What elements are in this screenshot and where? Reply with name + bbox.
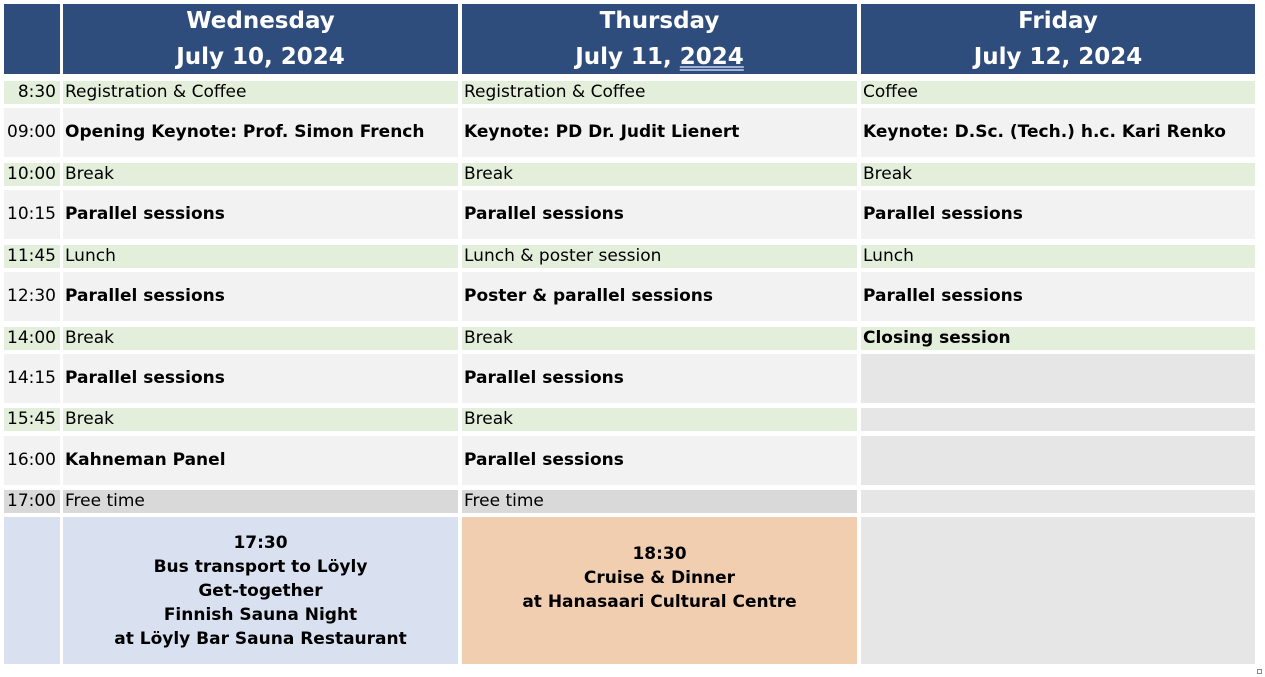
thu-cell: Lunch & poster session — [462, 245, 857, 268]
header-thursday-date — [575, 39, 744, 74]
header-thursday-date-year: 2024 — [679, 44, 744, 70]
header-friday-day: Friday — [1018, 8, 1098, 34]
fri-cell: Closing session — [861, 327, 1255, 350]
wed-cell: Kahneman Panel — [63, 436, 458, 485]
wed-evening-line: Bus transport to Löyly — [153, 556, 368, 577]
wed-evening-time: 17:30 — [233, 532, 288, 553]
header-corner-cell — [4, 4, 60, 74]
time-cell: 11:45 — [4, 245, 60, 268]
wed-evening-line: Finnish Sauna Night — [163, 604, 358, 625]
thu-cell: Parallel sessions — [462, 354, 857, 403]
wed-cell: Free time — [63, 490, 458, 513]
thu-cell: Break — [462, 327, 857, 350]
wed-cell: Parallel sessions — [63, 272, 458, 321]
time-cell: 10:00 — [4, 163, 60, 186]
fri-cell: Lunch — [861, 245, 1255, 268]
header-thursday-date-prefix: July 11, — [575, 44, 680, 70]
time-cell: 8:30 — [4, 81, 60, 104]
time-cell: 10:15 — [4, 190, 60, 239]
thu-cell: Free time — [462, 490, 857, 513]
thu-cell: Poster & parallel sessions — [462, 272, 857, 321]
thu-cell: Break — [462, 163, 857, 186]
time-cell: 16:00 — [4, 436, 60, 485]
fri-cell: Parallel sessions — [861, 272, 1255, 321]
fri-cell: Keynote: D.Sc. (Tech.) h.c. Kari Renko — [861, 108, 1255, 157]
header-thursday — [462, 4, 857, 74]
fri-empty-cell — [861, 490, 1255, 513]
wed-cell: Break — [63, 408, 458, 431]
wed-cell: Lunch — [63, 245, 458, 268]
fri-empty-cell — [861, 436, 1255, 485]
time-cell: 14:15 — [4, 354, 60, 403]
header-wednesday — [63, 4, 458, 74]
wed-cell: Registration & Coffee — [63, 81, 458, 104]
header-friday — [861, 4, 1255, 74]
thu-evening-time: 18:30 — [632, 544, 687, 564]
header-wednesday-date: July 10, 2024 — [176, 44, 345, 70]
header-wednesday-day: Wednesday — [186, 8, 335, 34]
time-cell: 14:00 — [4, 327, 60, 350]
wed-cell: Parallel sessions — [63, 190, 458, 239]
header-thursday-day: Thursday — [599, 8, 720, 34]
thu-cell: Parallel sessions — [462, 190, 857, 239]
wed-cell: Parallel sessions — [63, 354, 458, 403]
fri-empty-cell — [861, 408, 1255, 431]
wed-evening-line: at Löyly Bar Sauna Restaurant — [114, 628, 407, 649]
time-cell: 09:00 — [4, 108, 60, 157]
wed-evening-line: Get-together — [198, 580, 323, 601]
thu-cell: Parallel sessions — [462, 436, 857, 485]
thu-evening-event — [462, 517, 857, 664]
time-cell: 12:30 — [4, 272, 60, 321]
evening-time-cell — [4, 517, 60, 664]
thu-cell: Keynote: PD Dr. Judit Lienert — [462, 108, 857, 157]
fri-empty-cell — [861, 354, 1255, 403]
thu-evening-line: Cruise & Dinner — [583, 568, 736, 588]
thu-evening-line: at Hanasaari Cultural Centre — [522, 592, 797, 612]
fri-cell: Coffee — [861, 81, 1255, 104]
time-cell: 15:45 — [4, 408, 60, 431]
resize-handle-icon[interactable] — [1257, 669, 1262, 674]
time-cell: 17:00 — [4, 490, 60, 513]
fri-evening-empty-cell — [861, 517, 1255, 664]
thu-cell: Break — [462, 408, 857, 431]
fri-cell: Break — [861, 163, 1255, 186]
wed-cell: Break — [63, 327, 458, 350]
wed-cell: Break — [63, 163, 458, 186]
wed-evening-event — [63, 517, 458, 664]
wed-cell: Opening Keynote: Prof. Simon French — [63, 108, 458, 157]
thu-cell: Registration & Coffee — [462, 81, 857, 104]
fri-cell: Parallel sessions — [861, 190, 1255, 239]
header-friday-date: July 12, 2024 — [973, 44, 1143, 70]
